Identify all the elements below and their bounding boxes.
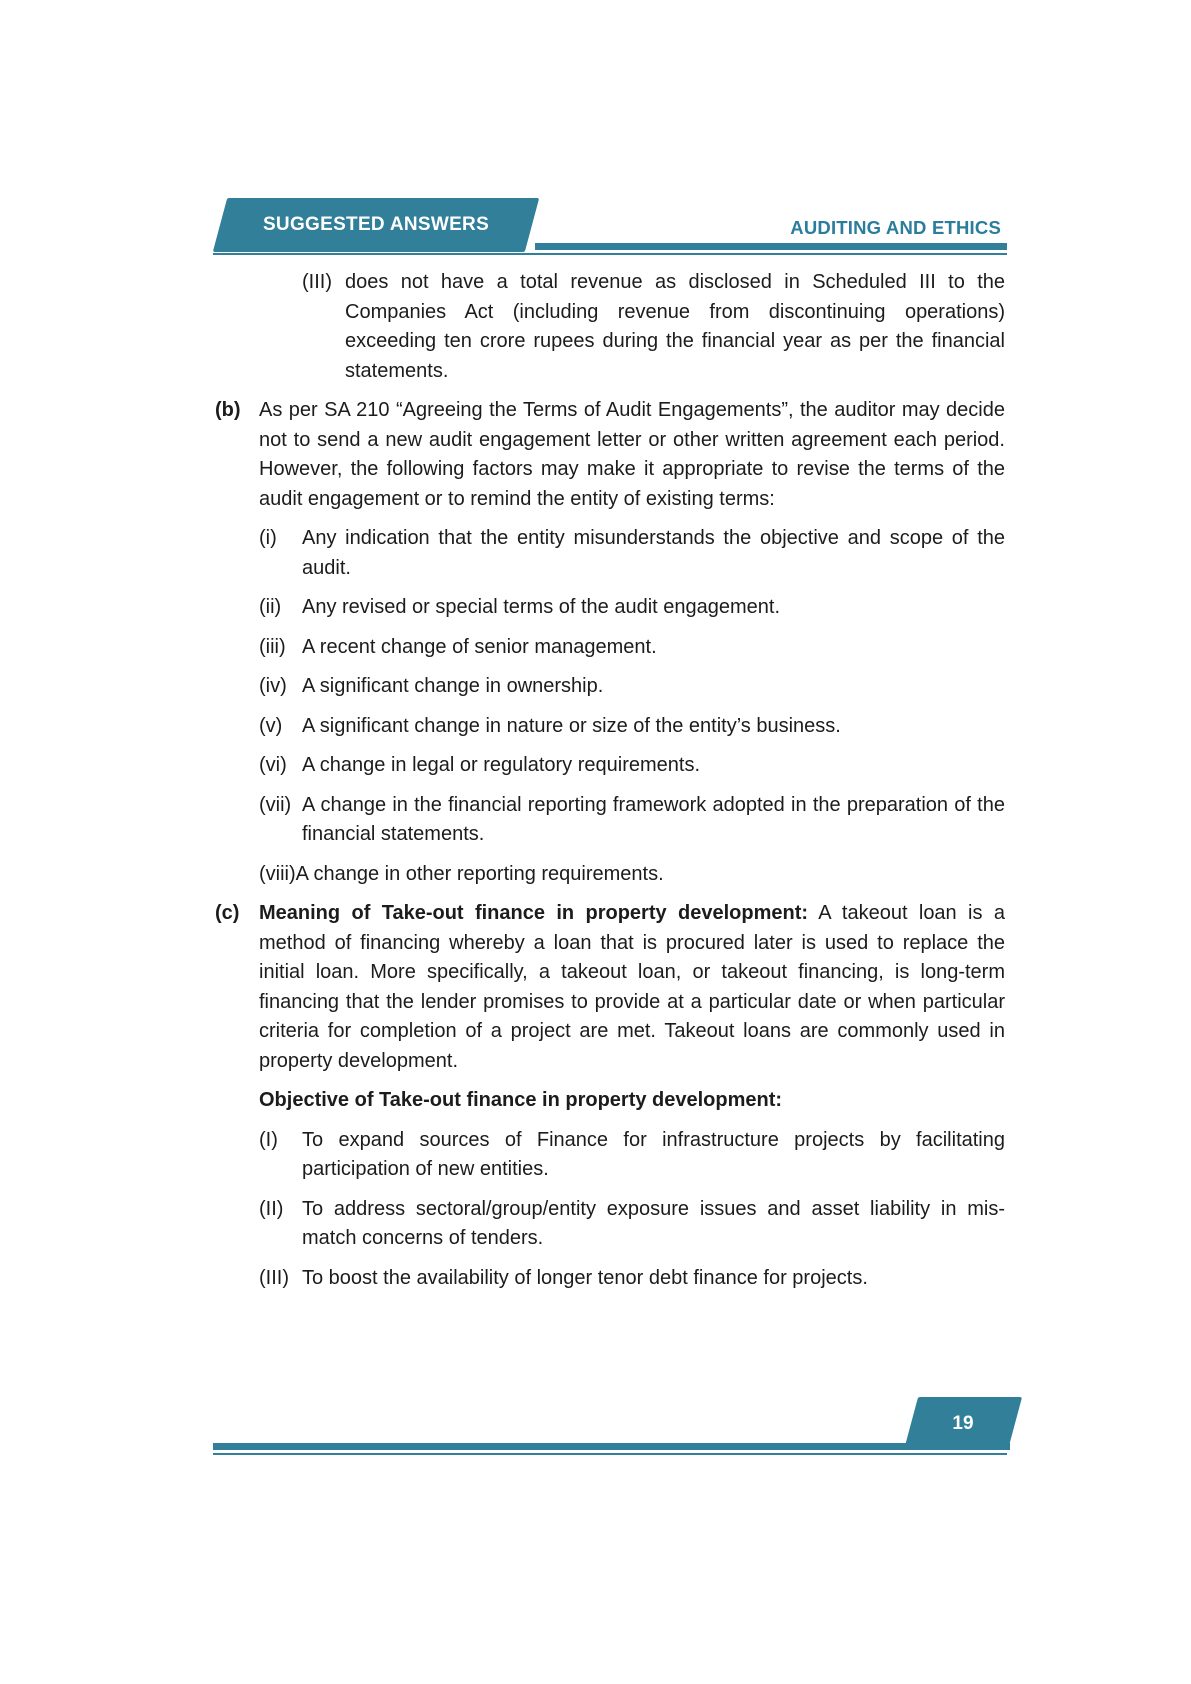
list-text: A change in legal or regulatory requirements. xyxy=(302,754,701,776)
list-text: A change in the financial reporting framework adopted in the preparation of the financial statements. xyxy=(302,793,1005,845)
footer-rule-thin xyxy=(213,1453,1007,1455)
header-rule-thick xyxy=(535,243,1007,250)
list-item-II xyxy=(259,1195,1005,1254)
list-marker: (III) xyxy=(259,1266,289,1289)
list-item-III-sub xyxy=(302,268,1005,386)
list-marker: (iv) xyxy=(259,675,287,697)
list-item-b xyxy=(215,396,1005,514)
list-text: To expand sources of Finance for infrastructure projects by facilitating participation of new entities. xyxy=(302,1128,1005,1180)
list-marker: (vii) xyxy=(259,793,292,816)
list-text xyxy=(259,899,1005,1076)
list-item-vi xyxy=(259,751,1005,781)
inline-text: A takeout loan is a method of financing whereby a loan that is procured later is used to replace the initial loan. More specifically, a takeout loan, or takeout financing, is long-term financing that the lender promises to provide at a particular date or when particular criteria for completion of a project are met. Takeout loans are commonly used in property development. xyxy=(259,902,1005,1072)
list-text: To boost the availability of longer tenor debt finance for projects. xyxy=(302,1266,868,1289)
page-number: 19 xyxy=(952,1412,974,1434)
suggested-answers-banner-label: SUGGESTED ANSWERS xyxy=(262,214,490,235)
inline-heading: Meaning of Take-out finance in property development: xyxy=(259,902,809,924)
list-item-III-objective xyxy=(259,1264,1005,1294)
list-marker: (II) xyxy=(259,1197,284,1220)
list-text: As per SA 210 “Agreeing the Terms of Audit Engagements”, the auditor may decide not to send a new audit engagement letter or other written agreement each period. However, the following factors may make it appropriate to revise the terms of the audit engagement or to remind the entity of existing terms: xyxy=(259,399,1005,510)
list-marker: (I) xyxy=(259,1128,278,1151)
list-marker: (vi) xyxy=(259,754,287,776)
list-item-iv xyxy=(259,672,1005,702)
list-text: Any indication that the entity misunderstands the objective and scope of the audit. xyxy=(302,527,1005,579)
list-marker: (c) xyxy=(215,902,240,924)
answer-content xyxy=(215,268,1005,1303)
list-text: A change in other reporting requirements. xyxy=(295,862,664,885)
list-item-v xyxy=(259,712,1005,742)
list-marker: (iii) xyxy=(259,635,286,658)
header-rule-thin xyxy=(213,253,1007,255)
list-text: Any revised or special terms of the audit engagement. xyxy=(302,596,781,618)
list-marker: (b) xyxy=(215,399,241,421)
list-item-I xyxy=(259,1126,1005,1185)
list-text: A recent change of senior management. xyxy=(302,635,657,658)
list-marker: (viii) xyxy=(259,862,296,885)
list-text: does not have a total revenue as disclosed in Scheduled III to the Companies Act (including revenue from discontinuing operations) exceeding ten crore rupees during the financial year as per the financial statements. xyxy=(345,271,1005,382)
page-header xyxy=(213,198,1007,258)
list-text: A significant change in ownership. xyxy=(302,675,604,697)
subheading-objective: Objective of Take-out finance in property development: xyxy=(259,1089,783,1111)
list-marker: (v) xyxy=(259,714,283,737)
list-item-ii xyxy=(259,593,1005,623)
list-marker: (ii) xyxy=(259,596,282,618)
list-text: To address sectoral/group/entity exposure issues and asset liability in mis-match concerns of tenders. xyxy=(302,1197,1005,1249)
list-marker: (III) xyxy=(302,271,332,293)
list-item-i xyxy=(259,524,1005,583)
list-marker: (i) xyxy=(259,527,277,549)
list-item-iii xyxy=(259,633,1005,663)
list-text: A significant change in nature or size of the entity’s business. xyxy=(302,714,841,737)
list-item-c xyxy=(215,899,1005,1076)
list-item-vii xyxy=(259,791,1005,850)
footer-rule-thick xyxy=(213,1443,1010,1450)
subject-title: AUDITING AND ETHICS xyxy=(790,217,1001,238)
list-item-viii xyxy=(259,860,1005,890)
